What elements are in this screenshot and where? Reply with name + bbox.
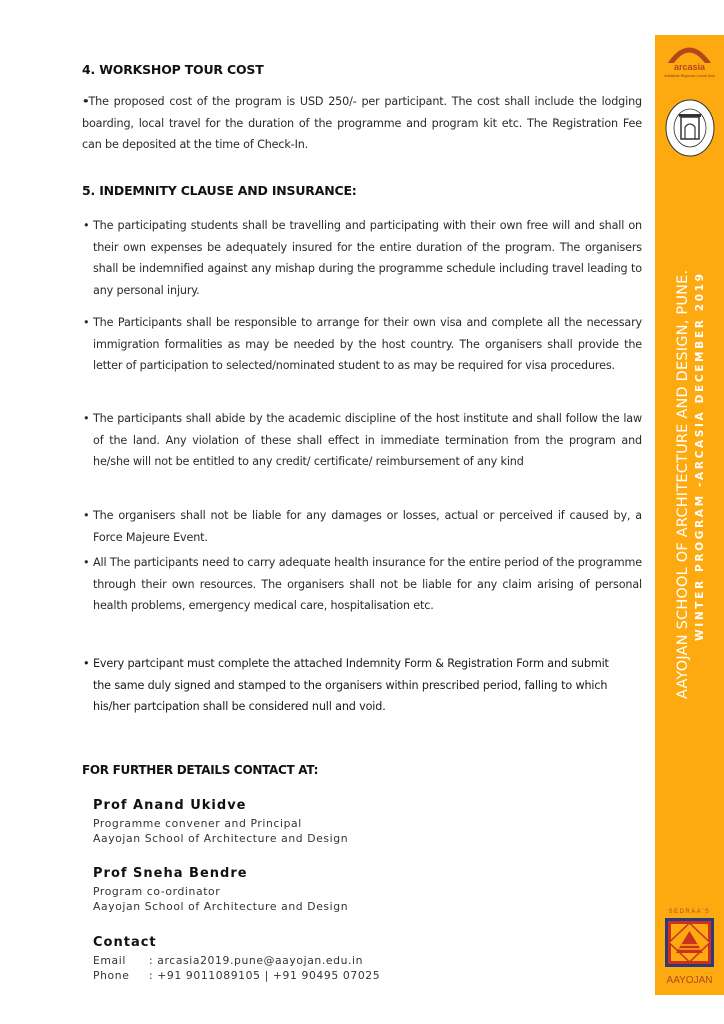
iia-seal-icon <box>665 99 715 157</box>
arcasia-logo-icon <box>659 39 720 79</box>
section-4-heading: 4. WORKSHOP TOUR COST <box>82 62 264 77</box>
contact-person <box>93 864 348 914</box>
list-item: • The participants shall abide by the academic discipline of the host institute and shall follow the law of the land. Any violation of these shall effect in immediate termination from the program and he/she will not be entitled to any credit/ certificate/ reimbursement of any kind <box>82 408 642 473</box>
phone-value: : +91 9011089105 | +91 90495 07025 <box>149 969 381 982</box>
person-org: Aayojan School of Architecture and Design <box>93 900 349 913</box>
school-title: AAYOJAN SCHOOL OF ARCHITECTURE AND DESIGN, PUNE. <box>675 269 691 699</box>
sidebar-banner <box>655 35 724 995</box>
person-role: Program co-ordinator <box>93 885 221 898</box>
list-item: • The participating students shall be travelling and participating with their own free will and shall on their own expenses be adequately insured for the entire duration of the program. The organisers shall be indemnified against any mishap during the programme schedule including travel leading to any personal injury. <box>82 215 642 301</box>
section-4-text <box>82 91 642 156</box>
email-link[interactable]: : arcasia2019.pune@aayojan.edu.in <box>149 954 364 967</box>
svg-text:Architects Regional Council As: Architects Regional Council Asia <box>664 74 715 78</box>
svg-text:SEDRAA'S: SEDRAA'S <box>668 909 711 915</box>
list-item: • Every partcipant must complete the attached Indemnity Form & Registration Form and submit the same duly signed and stamped to the organisers within prescribed period, falling to which his/her partcipation shall be considered null and void. <box>82 653 630 718</box>
person-role: Programme convener and Principal <box>93 817 302 830</box>
phone-label: Phone <box>93 969 130 982</box>
contact-details <box>93 933 380 983</box>
person-org: Aayojan School of Architecture and Design <box>93 832 349 845</box>
contact-person <box>93 796 348 846</box>
section-5-heading: 5. INDEMNITY CLAUSE AND INSURANCE: <box>82 183 357 198</box>
svg-text:AAYOJAN: AAYOJAN <box>666 975 713 986</box>
person-name: Prof Sneha Bendre <box>93 866 248 881</box>
phone-row <box>93 968 380 983</box>
email-row <box>93 953 380 968</box>
contact-title: Contact <box>93 935 157 950</box>
program-title: WINTER PROGRAM -ARCASIA DECEMBER 2019 <box>694 271 706 641</box>
list-item: • The organisers shall not be liable for any damages or losses, actual or perceived if caused by, a Force Majeure Event. <box>82 505 642 548</box>
section-4-text-content: •The proposed cost of the program is USD 250/- per participant. The cost shall include the lodging boarding, local travel for the duration of the programme and program kit etc. The Registration Fee can be deposited at the time of Check-In. <box>82 95 642 151</box>
list-item: • All The participants need to carry adequate health insurance for the entire period of the programme through their own resources. The organisers shall not be liable for any claim arising of personal health problems, emergency medical care, hospitalisation etc. <box>82 552 642 617</box>
email-label: Email <box>93 954 126 967</box>
person-name: Prof Anand Ukidve <box>93 798 247 813</box>
contact-heading: FOR FURTHER DETAILS CONTACT AT: <box>82 763 319 777</box>
svg-text:arcasia: arcasia <box>673 62 706 72</box>
list-item: • The Participants shall be responsible to arrange for their own visa and complete all the necessary immigration formalities as may be needed by the host country. The organisers shall provide the letter of participation to selected/nominated student to as may be required for visa procedures. <box>82 312 642 377</box>
aayojan-logo-icon <box>661 903 718 993</box>
